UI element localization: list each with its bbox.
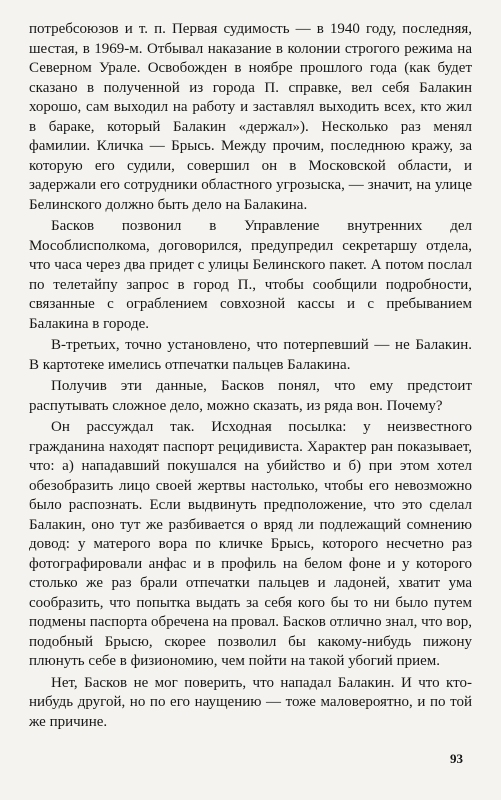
body-text bbox=[29, 20, 472, 732]
paragraph-2: Басков позвонил в Управление внутренних дел Мособлисполкома, договорился, предупредил секретаршу отдела, что часа через два придет с улицы Белинского пакет. А потом послал по телетайпу запрос в город П., чтобы сообщили подробности, связанные с ограблением совхозной кассы и с пребыванием Балакина в городе. bbox=[29, 218, 472, 332]
paragraph-6: Нет, Басков не мог поверить, что нападал Балакин. И что кто-нибудь другой, но по его наущению — тоже маловероятно, и по той же причине. bbox=[29, 674, 472, 730]
page-number: 93 bbox=[450, 751, 463, 766]
paragraph-4: Получив эти данные, Басков понял, что ему предстоит распутывать сложное дело, можно сказать, из ряда вон. Почему? bbox=[29, 378, 472, 414]
paragraph-5: Он рассуждал так. Исходная посылка: у неизвестного гражданина находят паспорт рецидивиста. Характер ран показывает, что: а) нападавший покушался на убийство и б) при этом хотел обезобразить лицо своей жертвы настолько, чтобы его невозможно было распознать. Если выдвинуть предположение, что это сделал Балакин, оно тут же разбивается о вряд ли подлежащий сомнению довод: у матерого вора по кличке Брысь, которого несчетно раз фотографировали анфас и в профиль на белом фоне и у которого столько же раз брали отпечатки пальцев и ладоней, хватит ума сообразить, что попытка выдать за себя кого бы то ни было путем подмены паспорта обречена на провал. Басков отлично знал, что вор, подобный Брысю, скорее позволил бы какому-нибудь пижону плюнуть себе в физиономию, чем пойти на такой убогий прием. bbox=[29, 419, 472, 669]
paragraph-1: потребсоюзов и т. п. Первая судимость — в 1940 году, последняя, шестая, в 1969-м. Отбывал наказание в колонии строгого режима на Северном Урале. Освобожден в ноябре прошлого года (как будет сказано в полученной из города П. справке, вел себя Балакин хорошо, сам выходил на работу и заставлял выходить всех, кто жил в бараке, который Балакин «держал»). Несколько раз менял фамилии. Кличка — Брысь. Между прочим, последнюю кражу, за которую его судили, совершил он в Московской области, и задержали его сотрудники областного угрозыска, — значит, на улице Белинского должно быть дело на Балакина. bbox=[29, 21, 472, 213]
paragraph-3: В-третьих, точно установлено, что потерпевший — не Балакин. В картотеке имелись отпечатки пальцев Балакина. bbox=[29, 337, 472, 373]
